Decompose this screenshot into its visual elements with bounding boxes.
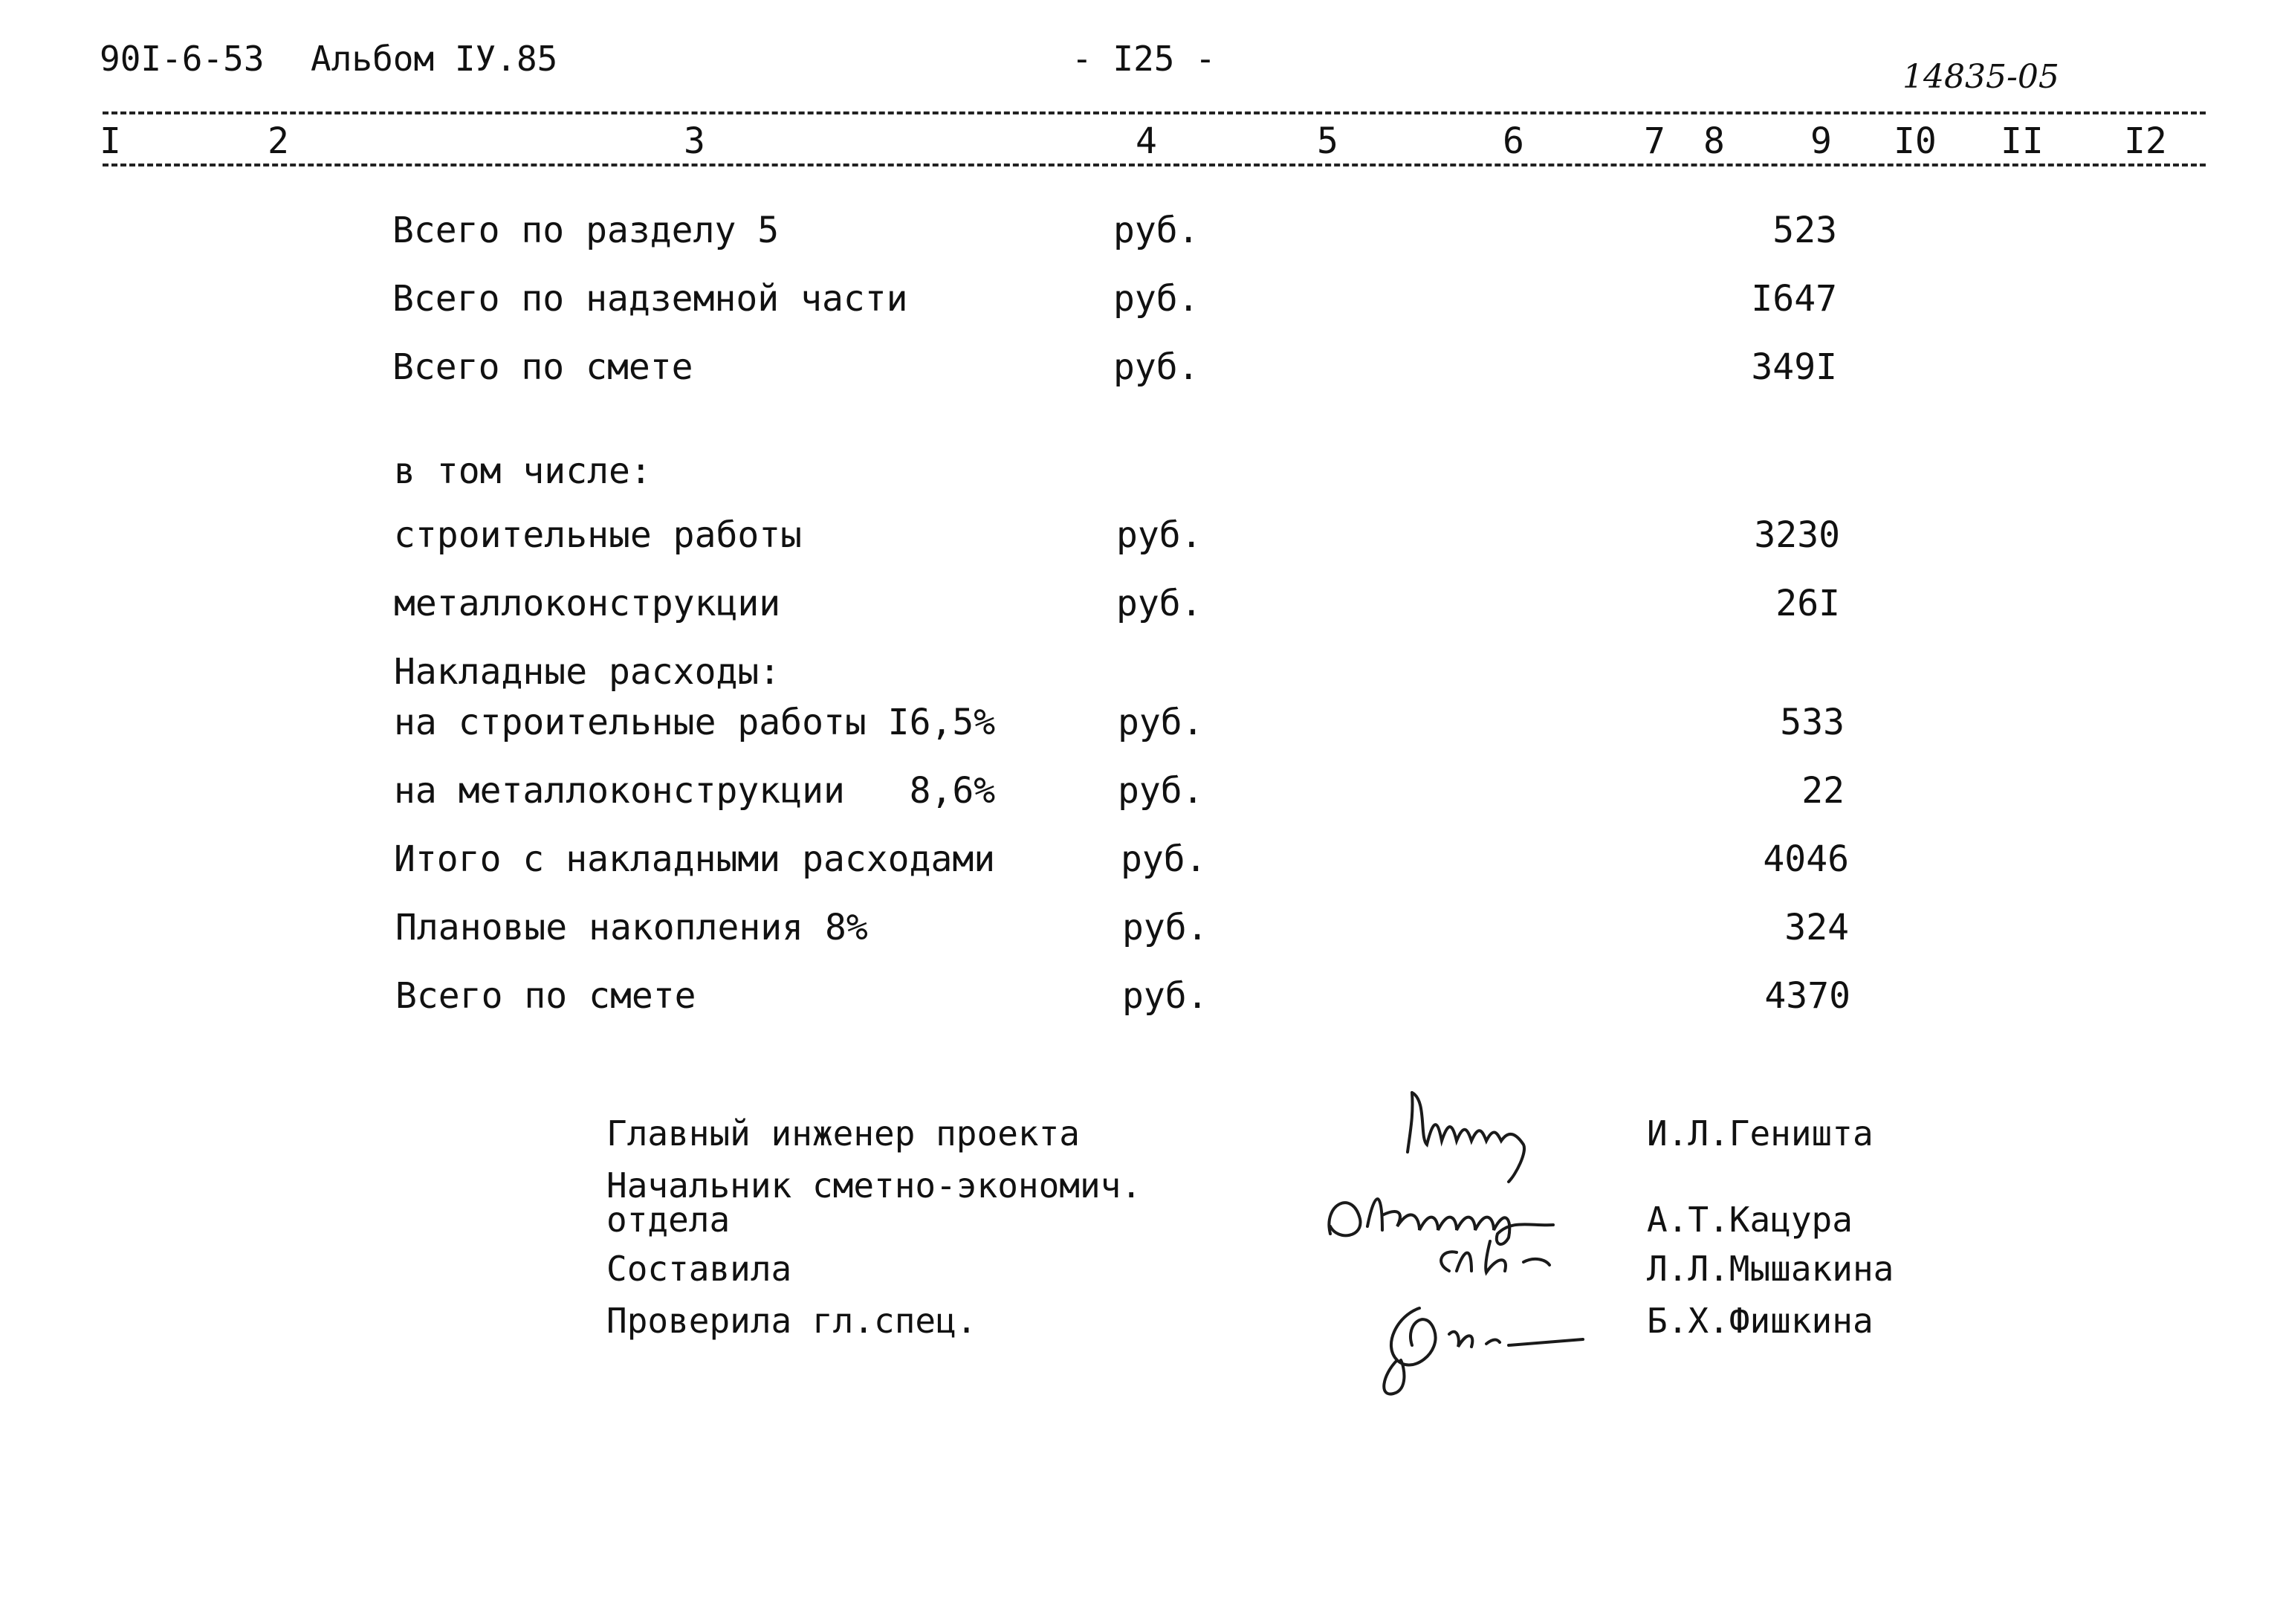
signatory-name: А.Т.Кацура: [1647, 1200, 1853, 1240]
column-number-4: 4: [1136, 120, 1157, 162]
header-rule-top: [103, 111, 2206, 114]
estimate-row: [0, 975, 2283, 1035]
column-number-8: 8: [1703, 120, 1725, 162]
row-value: 4046: [1763, 838, 1849, 880]
row-unit: руб.: [1118, 702, 1204, 743]
signatory-name: Л.Л.Мышакина: [1647, 1249, 1894, 1289]
row-unit: руб.: [1122, 907, 1208, 948]
estimate-row: [0, 210, 2283, 269]
row-unit: руб.: [1121, 838, 1207, 880]
row-unit: руб.: [1118, 770, 1204, 812]
row-unit: руб.: [1116, 514, 1202, 556]
row-label: Накладные расходы:: [394, 651, 781, 693]
estimate-row: [0, 770, 2283, 829]
estimate-row: [0, 278, 2283, 337]
row-label: строительные работы: [394, 514, 803, 556]
row-value: 324: [1784, 907, 1849, 948]
column-number-9: 9: [1810, 120, 1832, 162]
row-label: в том числе:: [394, 450, 652, 492]
row-unit: руб.: [1113, 346, 1199, 388]
estimate-row: [0, 907, 2283, 966]
column-number-5: 5: [1317, 120, 1338, 162]
column-number-1: I: [100, 120, 121, 162]
column-number-2: 2: [268, 120, 289, 162]
row-value: 22: [1801, 770, 1845, 812]
document-code: 90I-6-53: [100, 39, 265, 79]
signatory-name: И.Л.Геништа: [1647, 1113, 1874, 1154]
row-unit: руб.: [1122, 975, 1208, 1017]
column-number-6: 6: [1503, 120, 1524, 162]
handwritten-signature: [1427, 1226, 1590, 1286]
row-value: 349I: [1751, 346, 1837, 388]
row-value: I647: [1751, 278, 1837, 320]
column-number-7: 7: [1644, 120, 1665, 162]
row-value: 3230: [1754, 514, 1840, 556]
album-label: Альбом IУ.85: [311, 39, 558, 79]
column-number-10: I0: [1894, 120, 1937, 162]
estimate-row: [0, 838, 2283, 898]
signatory-role: Начальник сметно-экономич.: [606, 1165, 1142, 1206]
row-value: 523: [1772, 210, 1837, 251]
column-number-3: 3: [684, 120, 705, 162]
estimate-row: [0, 514, 2283, 574]
estimate-row: [0, 346, 2283, 406]
signatory-role: Проверила гл.спец.: [606, 1301, 977, 1341]
estimate-row: [0, 583, 2283, 642]
handwritten-signature: [1397, 1070, 1576, 1189]
page-number: - I25 -: [1072, 39, 1216, 79]
signatory-role-continued: отдела: [606, 1200, 731, 1240]
header-rule-bottom: [103, 164, 2206, 166]
row-unit: руб.: [1113, 210, 1199, 251]
row-unit: руб.: [1116, 583, 1202, 624]
row-label: Плановые накопления 8%: [395, 907, 868, 948]
row-label: Всего по смете: [395, 975, 696, 1017]
estimate-subheading: [0, 450, 2283, 510]
row-label: металлоконструкции: [394, 583, 781, 624]
row-label: на строительные работы I6,5%: [394, 702, 996, 743]
signatory-name: Б.Х.Фишкина: [1647, 1301, 1874, 1341]
handwritten-signature: [1367, 1293, 1605, 1405]
row-label: Всего по разделу 5: [392, 210, 780, 251]
estimate-row: [0, 702, 2283, 761]
row-label: Всего по смете: [392, 346, 693, 388]
signatory-role: Составила: [606, 1249, 792, 1289]
row-value: 533: [1780, 702, 1845, 743]
row-label: Итого с накладными расходами: [394, 838, 996, 880]
column-number-12: I2: [2124, 120, 2167, 162]
row-value: 26I: [1775, 583, 1840, 624]
row-label: Всего по надземной части: [392, 278, 908, 320]
inventory-number: 14835-05: [1902, 58, 2059, 96]
column-number-11: II: [2001, 120, 2044, 162]
row-label: на металлоконструкции 8,6%: [394, 770, 996, 812]
row-value: 4370: [1764, 975, 1850, 1017]
signatory-role: Главный инженер проекта: [606, 1113, 1080, 1154]
row-unit: руб.: [1113, 278, 1199, 320]
